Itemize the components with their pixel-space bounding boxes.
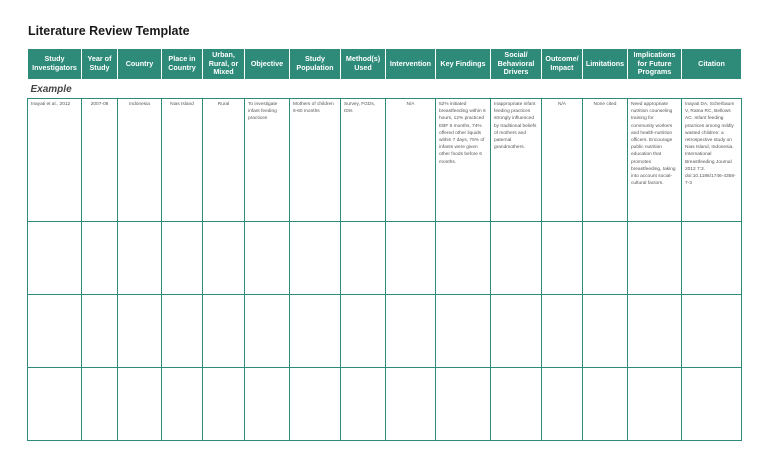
example-label-row: [28, 80, 742, 99]
table-cell[interactable]: [290, 222, 341, 295]
column-header-place-in-country: Place in Country: [162, 49, 203, 80]
table-cell[interactable]: [583, 222, 628, 295]
table-cell[interactable]: [386, 295, 436, 368]
table-cell[interactable]: [118, 295, 162, 368]
column-header-country: Country: [118, 49, 162, 80]
table-cell[interactable]: [628, 295, 682, 368]
table-cell[interactable]: [245, 295, 290, 368]
table-cell[interactable]: Inayati et al., 2012: [28, 99, 82, 222]
table-cell[interactable]: [542, 222, 583, 295]
column-header-citation: Citation: [682, 49, 742, 80]
table-cell[interactable]: [341, 295, 386, 368]
table-cell[interactable]: [682, 222, 742, 295]
table-cell[interactable]: [82, 295, 118, 368]
table-cell[interactable]: [436, 222, 491, 295]
column-header-study-investigators: Study Investigators: [28, 49, 82, 80]
table-row: [28, 368, 742, 441]
table-row: [28, 99, 742, 222]
table-cell[interactable]: [82, 222, 118, 295]
column-header-outcome-impact: Outcome/ Impact: [542, 49, 583, 80]
table-cell[interactable]: [682, 295, 742, 368]
table-cell[interactable]: To investigate infant feeding practices: [245, 99, 290, 222]
table-cell[interactable]: Survey, FGDs, IDIs: [341, 99, 386, 222]
table-cell[interactable]: [245, 222, 290, 295]
table-cell[interactable]: [245, 368, 290, 441]
table-cell[interactable]: [386, 222, 436, 295]
column-header-implications: Implications for Future Programs: [628, 49, 682, 80]
table-cell[interactable]: Indonesia: [118, 99, 162, 222]
table-cell[interactable]: [386, 368, 436, 441]
column-header-methods-used: Method(s) Used: [341, 49, 386, 80]
column-header-intervention: Intervention: [386, 49, 436, 80]
table-cell[interactable]: [628, 222, 682, 295]
table-cell[interactable]: [28, 222, 82, 295]
table-cell[interactable]: Rural: [203, 99, 245, 222]
table-cell[interactable]: [542, 295, 583, 368]
table-cell[interactable]: N/A: [542, 99, 583, 222]
table-cell[interactable]: [436, 295, 491, 368]
table-cell[interactable]: N/A: [386, 99, 436, 222]
table-cell[interactable]: [290, 368, 341, 441]
table-cell[interactable]: [203, 222, 245, 295]
table-cell[interactable]: Mothers of children 6-60 months: [290, 99, 341, 222]
table-cell[interactable]: [341, 368, 386, 441]
table-cell[interactable]: [491, 368, 542, 441]
table-cell[interactable]: [203, 368, 245, 441]
table-cell[interactable]: [491, 295, 542, 368]
column-header-year-of-study: Year of Study: [82, 49, 118, 80]
table-cell[interactable]: 2007-08: [82, 99, 118, 222]
column-header-objective: Objective: [245, 49, 290, 80]
table-cell[interactable]: [28, 295, 82, 368]
table-cell[interactable]: [290, 295, 341, 368]
table-cell[interactable]: [118, 368, 162, 441]
table-cell[interactable]: [491, 222, 542, 295]
table-cell[interactable]: [118, 222, 162, 295]
table-cell[interactable]: [682, 368, 742, 441]
table-row: [28, 222, 742, 295]
column-header-study-population: Study Population: [290, 49, 341, 80]
table-cell[interactable]: [28, 368, 82, 441]
column-header-social-behavioral-drivers: Social/ Behavioral Drivers: [491, 49, 542, 80]
table-row: [28, 295, 742, 368]
table-cell[interactable]: [162, 295, 203, 368]
table-cell[interactable]: [203, 295, 245, 368]
table-cell[interactable]: 52% initiated breastfeeding within 6 hours, 12% practiced EBF 6 months, 74% offered other liquids within 7 days, 75% of infants were given other foods before 6 months.: [436, 99, 491, 222]
table-cell[interactable]: Nias Island: [162, 99, 203, 222]
table-cell[interactable]: [583, 295, 628, 368]
table-cell[interactable]: [628, 368, 682, 441]
table-cell[interactable]: Need appropriate nutrition counseling training for community workers and health-nutrition officers. Encourage public nutrition education that promotes breastfeeding, taking into account social-cultural factors.: [628, 99, 682, 222]
table-cell[interactable]: Inayati DA, Scherbaum V, Ratna RC, Bellows AC. Infant feeding practices among mildly wasted children: a retrospective study on Nias Island, Indonesia. International Breastfeeding Journal 2012 7:3. doi:10.1186/1746-4358-7-3: [682, 99, 742, 222]
header-row: [28, 49, 742, 80]
column-header-limitations: Limitations: [583, 49, 628, 80]
table-cell[interactable]: [82, 368, 118, 441]
column-header-key-findings: Key Findings: [436, 49, 491, 80]
table-cell[interactable]: [542, 368, 583, 441]
table-cell[interactable]: [162, 368, 203, 441]
blank-rows: [28, 222, 742, 441]
table-cell[interactable]: [341, 222, 386, 295]
table-cell[interactable]: [162, 222, 203, 295]
example-label: Example: [30, 83, 72, 95]
table-cell[interactable]: [436, 368, 491, 441]
literature-review-table: [27, 48, 742, 441]
table-cell[interactable]: Inappropriate infant feeding practices strongly influenced by traditional beliefs of mothers and paternal grandmothers.: [491, 99, 542, 222]
column-header-urban-rural-mixed: Urban, Rural, or Mixed: [203, 49, 245, 80]
page-title: Literature Review Template: [28, 24, 190, 38]
table-cell[interactable]: None cited: [583, 99, 628, 222]
table-cell[interactable]: [583, 368, 628, 441]
